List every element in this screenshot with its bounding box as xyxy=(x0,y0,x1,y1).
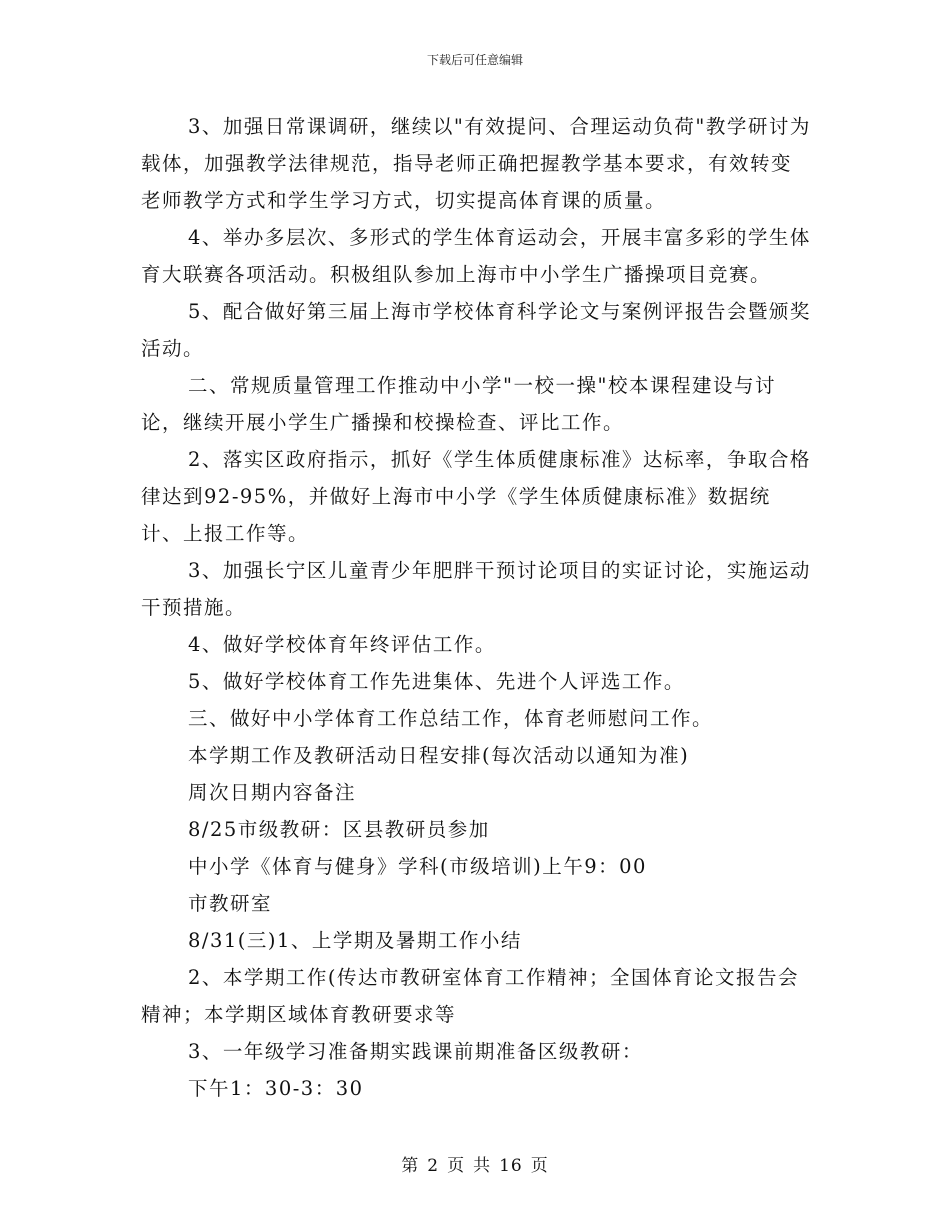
paragraph: 3、加强长宁区儿童青少年肥胖干预讨论项目的实证讨论，实施运动干预措施。 xyxy=(141,559,811,619)
paragraph: 2、落实区政府指示，抓好《学生体质健康标准》达标率，争取合格律达到92-95%，并做好上海市中小学《学生体质健康标准》数据统计、上报工作等。 xyxy=(141,448,811,545)
schedule-columns: 周次日期内容备注 xyxy=(188,781,357,804)
paragraph: 二、常规质量管理工作推动中小学"一校一操"校本课程建设与讨论，继续开展小学生广播操和校操检查、评比工作。 xyxy=(141,374,776,434)
schedule-entry: 8/31(三)1、上学期及暑期工作小结 xyxy=(188,929,522,952)
paragraph: 三、做好中小学体育工作总结工作，体育老师慰问工作。 xyxy=(188,707,714,730)
total-label: 共 xyxy=(473,1156,492,1176)
page-header-note: 下载后可任意编辑 xyxy=(426,53,523,67)
schedule-entry: 下午1：30-3：30 xyxy=(188,1077,364,1100)
schedule-entry: 市教研室 xyxy=(188,892,273,915)
paragraph: 4、做好学校体育年终评估工作。 xyxy=(188,633,496,656)
page-number-footer xyxy=(0,1154,950,1178)
paragraph: 3、加强日常课调研，继续以"有效提问、合理运动负荷"教学研讨为载体，加强教学法律规范，指导老师正确把握教学基本要求，有效转变老师教学方式和学生学习方式，切实提高体育课的质量。 xyxy=(141,115,811,212)
schedule-heading: 本学期工作及教研活动日程安排(每次活动以通知为准) xyxy=(188,744,690,767)
schedule-entry: 3、一年级学习准备期实践课前期准备区级教研： xyxy=(188,1040,643,1063)
paragraph: 4、举办多层次、多形式的学生体育运动会，开展丰富多彩的学生体育大联赛各项活动。积极组队参加上海市中小学生广播操项目竞赛。 xyxy=(141,226,811,286)
schedule-entry: 2、本学期工作(传达市教研室体育工作精神；全国体育论文报告会精神；本学期区域体育教研要求等 xyxy=(141,966,800,1026)
schedule-entry: 中小学《体育与健身》学科(市级培训)上午9：00 xyxy=(188,855,647,878)
page-label: 第 xyxy=(401,1156,420,1176)
paragraph: 5、做好学校体育工作先进集体、先进个人评选工作。 xyxy=(188,670,685,693)
paragraph: 5、配合做好第三届上海市学校体育科学论文与案例评报告会暨颁奖活动。 xyxy=(141,300,811,360)
current-page-number: 2 xyxy=(427,1156,440,1176)
page-unit-label: 页 xyxy=(447,1156,466,1176)
total-pages-number: 16 xyxy=(499,1156,523,1176)
document-body xyxy=(141,108,811,1107)
total-unit-label: 页 xyxy=(530,1156,549,1176)
schedule-entry: 8/25市级教研：区县教研员参加 xyxy=(188,818,490,841)
